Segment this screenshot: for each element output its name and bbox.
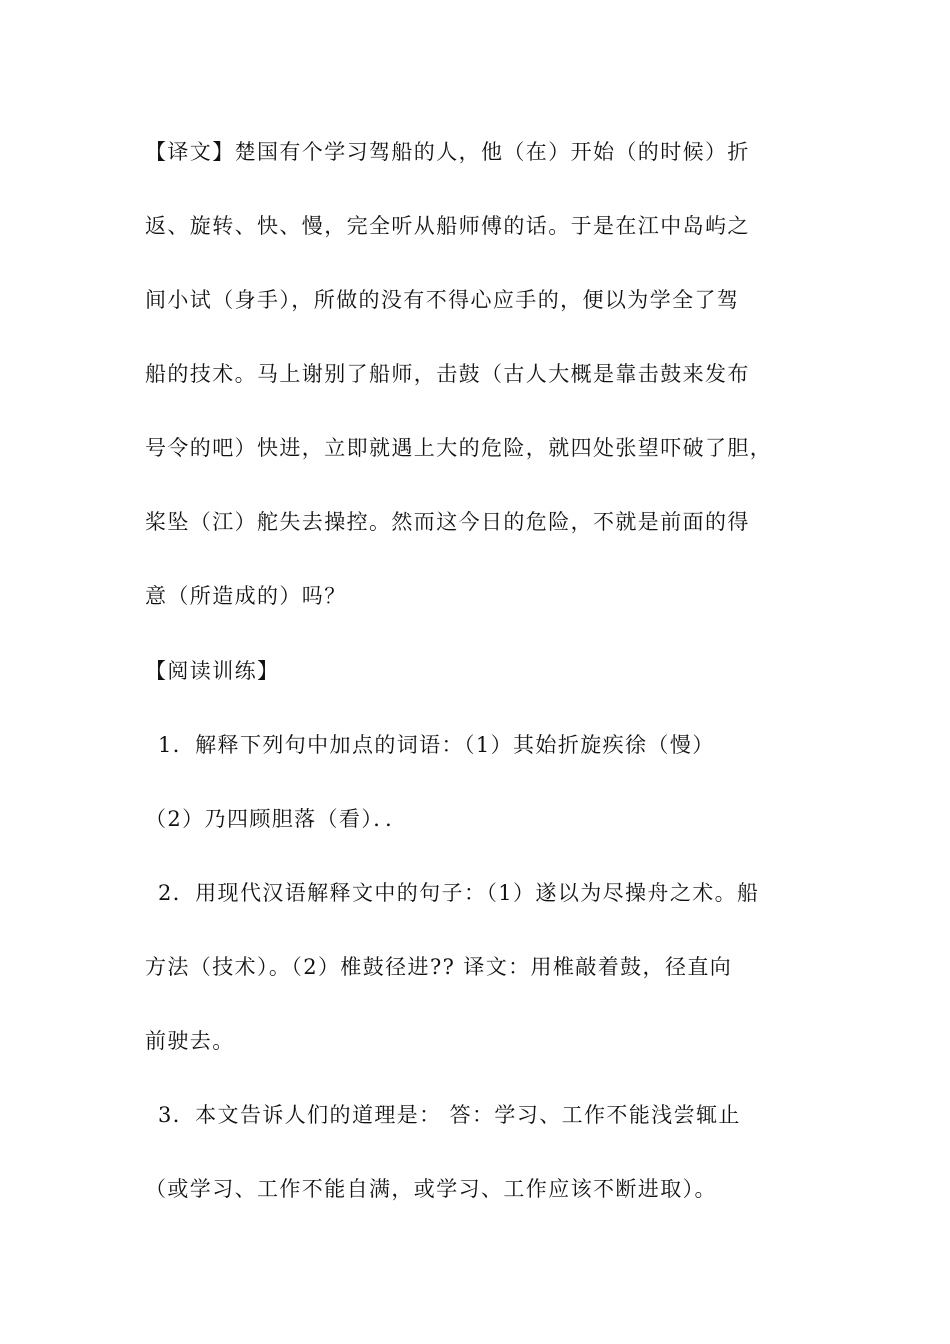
question-1-line-1: 1．解释下列句中加点的词语：（1）其始折旋疾徐（慢） [158,733,715,757]
question-2-line-3: 前驶去。 [145,1029,235,1053]
question-3-line-2: （或学习、工作不能自满，或学习、工作应该不断进取）。 [145,1177,717,1201]
question-2-line-1: 2．用现代汉语解释文中的句子：（1）遂以为尽操舟之术。船 [158,881,760,905]
translation-line-4: 船的技术。马上谢别了船师，击鼓（古人大概是靠击鼓来发布 [145,362,750,386]
reading-training-heading: 【阅读训练】 [145,659,280,683]
translation-line-5: 号令的吧）快进，立即就遇上大的危险，就四处张望吓破了胆， [145,436,773,460]
translation-line-2: 返、旋转、快、慢，完全听从船师傅的话。于是在江中岛屿之 [145,214,750,238]
translation-line-7: 意（所造成的）吗？ [145,584,347,608]
translation-line-1: 【译文】楚国有个学习驾船的人，他（在）开始（的时候）折 [145,140,750,164]
translation-line-3: 间小试（身手），所做的没有不得心应手的，便以为学全了驾 [145,288,740,312]
translation-line-6: 桨坠（江）舵失去操控。然而这今日的危险，不就是前面的得 [145,510,750,534]
question-2-line-2: 方法（技术）。（2）椎鼓径进?? 译文：用椎敲着鼓，径直向 [145,955,733,979]
question-1-line-2: （2）乃四顾胆落（看）．． [145,807,408,831]
question-3-line-1: 3．本文告诉人们的道理是： 答：学习、工作不能浅尝辄止 [158,1103,741,1127]
